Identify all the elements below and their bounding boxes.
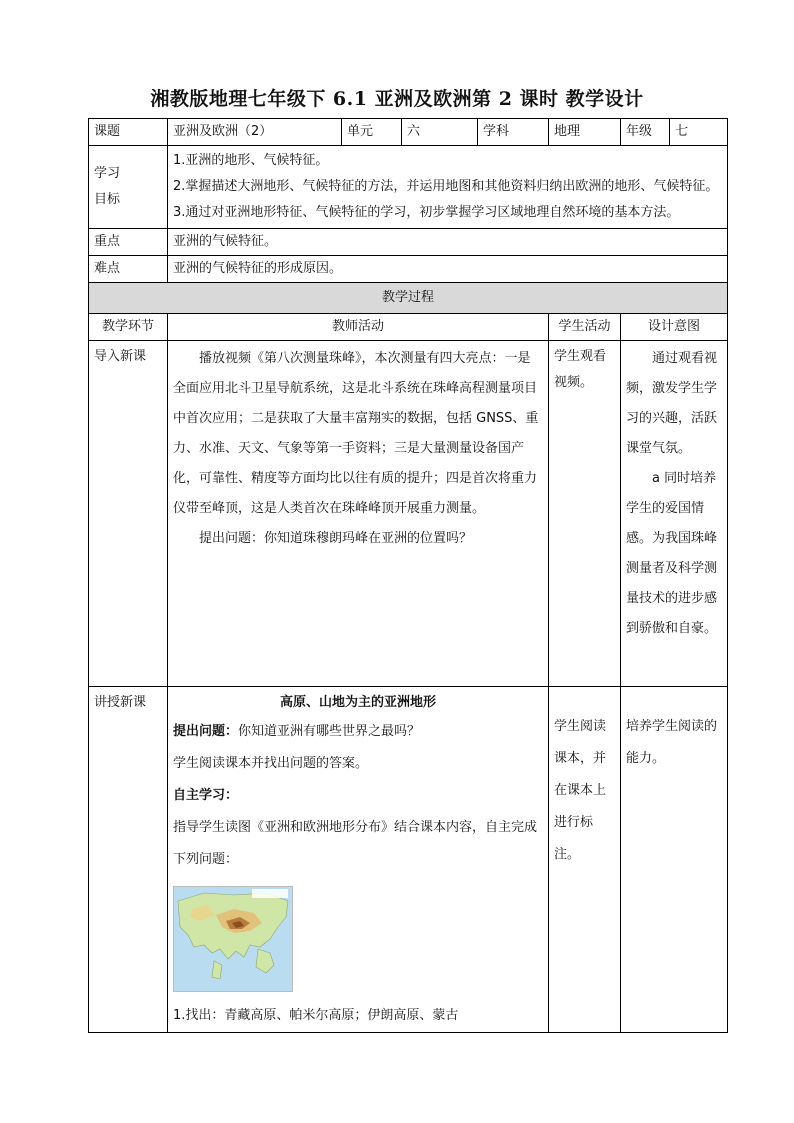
- teach-teacher: [168, 687, 549, 1033]
- intro-stage: 导入新课: [89, 341, 168, 687]
- teach-question: [173, 716, 543, 748]
- teach-reading-task: 学生阅读课本并找出问题的答案。: [173, 756, 369, 771]
- teach-student: [549, 687, 621, 1033]
- difficulty-label: 难点: [89, 256, 168, 283]
- key-point-value: 亚洲的气候特征。: [168, 229, 728, 256]
- grade-label: 年级: [621, 119, 670, 146]
- process-header-row: [89, 283, 728, 314]
- question-text: 你知道亚洲有哪些世界之最吗？: [238, 724, 421, 739]
- col-intent: 设计意图: [621, 314, 728, 341]
- objectives-label-line2: 目标: [94, 192, 121, 207]
- col-teacher: 教师活动: [168, 314, 549, 341]
- objectives-row: [89, 146, 728, 229]
- key-point-row: [89, 229, 728, 256]
- topic-label: 课题: [89, 119, 168, 146]
- intro-row: [89, 341, 728, 687]
- col-student: 学生活动: [549, 314, 621, 341]
- teach-row: [89, 687, 728, 1033]
- topic-value: 亚洲及欧洲（2）: [168, 119, 342, 146]
- page-title: 湘教版地理七年级下 6.1 亚洲及欧洲第 2 课时 教学设计: [150, 88, 644, 110]
- self-study-label: 自主学习：: [173, 788, 239, 803]
- teach-find-question: 1.找出：青藏高原、帕米尔高原；伊朗高原、蒙古: [173, 1008, 459, 1023]
- key-point-label: 重点: [89, 229, 168, 256]
- objectives-label: [89, 146, 168, 229]
- asia-europe-terrain-map: [173, 886, 293, 992]
- intro-intent-paragraph: a 同时培养学生的爱国情感。为我国珠峰测量者及科学测量技术的进步感到骄傲和自豪。: [626, 471, 718, 636]
- teach-student-text: 学生阅读课本，并在课本上进行标注。: [554, 719, 607, 862]
- intro-teacher-question: 提出问题：你知道珠穆朗玛峰在亚洲的位置吗？: [199, 531, 473, 546]
- intro-teacher-paragraph: 播放视频《第八次测量珠峰》，本次测量有四大亮点：一是全面应用北斗卫星导航系统，这是北斗系统在珠峰高程测量项目中首次应用；二是获取了大量丰富翔实的数据，包括 GNSS、重力、水准、天文、气象等第一手资料；三是大量测量设备国产化，可靠性、精度等方面均比以往有质的提升；四是首次将重力仪带至峰顶，这是人类首次在珠峰峰顶开展重力测量。: [173, 351, 539, 516]
- unit-label: 单元: [342, 119, 402, 146]
- subject-label: 学科: [478, 119, 549, 146]
- unit-value: 六: [402, 119, 478, 146]
- teach-intent: [621, 687, 728, 1033]
- difficulty-value: 亚洲的气候特征的形成原因。: [168, 256, 728, 283]
- objective-item: 3.通过对亚洲地形特征、气候特征的学习，初步掌握学习区域地理自然环境的基本方法。: [173, 205, 680, 220]
- teach-heading: 高原、山地为主的亚洲地形: [279, 695, 436, 710]
- teach-guide: 指导学生读图《亚洲和欧洲地形分布》结合课本内容，自主完成下列问题：: [173, 820, 538, 867]
- objective-item: 2.掌握描述大洲地形、气候特征的方法，并运用地图和其他资料归纳出欧洲的地形、气候特征。: [173, 179, 719, 194]
- info-row: [89, 119, 728, 146]
- objectives-content: [168, 146, 728, 229]
- objective-item: 1.亚洲的地形、气候特征。: [173, 153, 329, 168]
- question-label: 提出问题：: [173, 724, 239, 739]
- objectives-label-line1: 学习: [94, 166, 121, 181]
- process-header: 教学过程: [89, 283, 728, 314]
- intro-intent-paragraph: 通过观看视频，激发学生学习的兴趣，活跃课堂气氛。: [626, 351, 718, 456]
- intro-intent: [621, 341, 728, 687]
- grade-value: 七: [670, 119, 728, 146]
- process-columns-row: [89, 314, 728, 341]
- intro-teacher: [168, 341, 549, 687]
- difficulty-row: [89, 256, 728, 283]
- teach-intent-text: 培养学生阅读的能力。: [626, 719, 718, 766]
- col-stage: 教学环节: [89, 314, 168, 341]
- intro-student: 学生观看视频。: [549, 341, 621, 687]
- lesson-table: [88, 118, 728, 1033]
- subject-value: 地理: [549, 119, 621, 146]
- teach-stage: 讲授新课: [89, 687, 168, 1033]
